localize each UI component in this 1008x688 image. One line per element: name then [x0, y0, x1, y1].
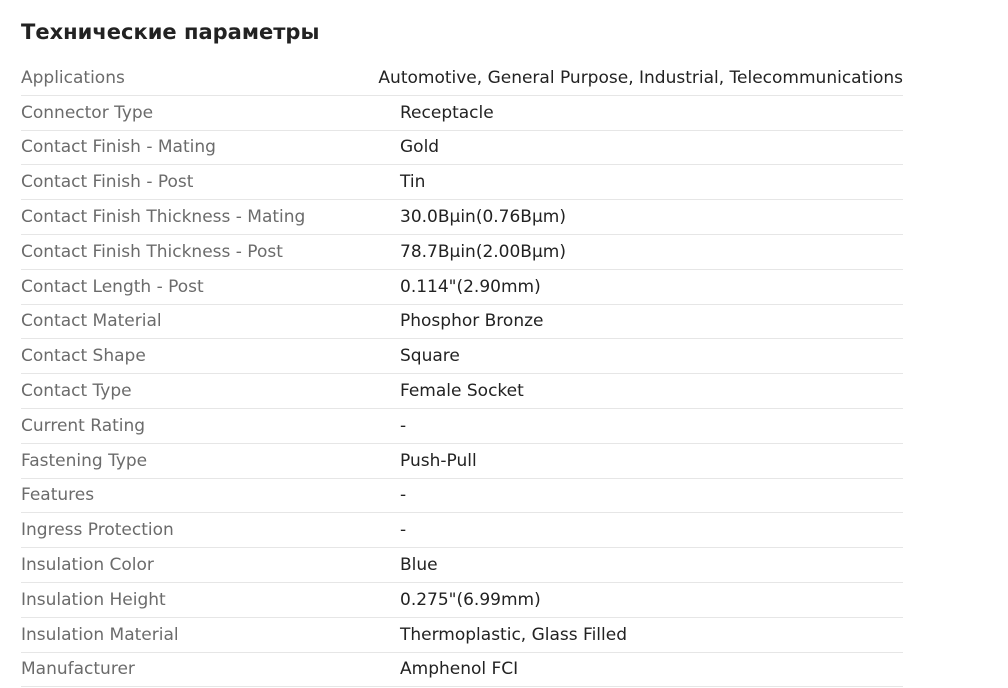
spec-label: Contact Finish Thickness - Post — [21, 241, 283, 262]
spec-row — [21, 270, 903, 305]
spec-value: Automotive, General Purpose, Industrial, Telecommunications — [378, 67, 903, 88]
spec-row — [21, 653, 903, 688]
spec-row — [21, 96, 903, 131]
spec-row — [21, 444, 903, 479]
spec-value: Square — [400, 346, 460, 367]
spec-value: Receptacle — [400, 102, 494, 123]
spec-value: Tin — [400, 172, 426, 193]
spec-label: Insulation Color — [21, 555, 154, 576]
spec-label: Applications — [21, 67, 125, 88]
spec-label: Fastening Type — [21, 450, 148, 471]
spec-label: Insulation Height — [21, 589, 166, 610]
spec-row — [21, 548, 903, 583]
spec-label: Contact Type — [21, 381, 132, 402]
spec-row — [21, 200, 903, 235]
spec-value: Push-Pull — [400, 450, 477, 471]
spec-row — [21, 235, 903, 270]
spec-row — [21, 618, 903, 653]
spec-row — [21, 339, 903, 374]
spec-table — [21, 61, 903, 687]
spec-value: Amphenol FCI — [400, 659, 519, 680]
spec-row — [21, 131, 903, 166]
spec-value: Gold — [400, 137, 440, 158]
spec-row — [21, 61, 903, 96]
spec-row — [21, 513, 903, 548]
spec-label: Ingress Protection — [21, 520, 174, 541]
spec-value: Phosphor Bronze — [400, 311, 544, 332]
spec-row — [21, 165, 903, 200]
spec-value: Female Socket — [400, 381, 524, 402]
spec-label: Connector Type — [21, 102, 154, 123]
spec-label: Contact Shape — [21, 346, 146, 367]
spec-label: Current Rating — [21, 415, 146, 436]
spec-label: Insulation Material — [21, 624, 179, 645]
section-title: Технические параметры — [21, 20, 320, 44]
spec-value: 0.275"(6.99mm) — [400, 589, 541, 610]
spec-label: Contact Material — [21, 311, 162, 332]
spec-label: Contact Finish Thickness - Mating — [21, 207, 306, 228]
spec-row — [21, 583, 903, 618]
spec-label: Contact Finish - Mating — [21, 137, 216, 158]
spec-label: Manufacturer — [21, 659, 135, 680]
spec-row — [21, 305, 903, 340]
spec-row — [21, 409, 903, 444]
spec-value: Blue — [400, 555, 438, 576]
spec-value: - — [400, 520, 407, 541]
spec-value: 0.114"(2.90mm) — [400, 276, 541, 297]
spec-label: Contact Length - Post — [21, 276, 204, 297]
spec-value: 78.7Вμin(2.00Вμm) — [400, 241, 566, 262]
spec-row — [21, 479, 903, 514]
spec-row — [21, 374, 903, 409]
spec-label: Contact Finish - Post — [21, 172, 194, 193]
spec-value: Thermoplastic, Glass Filled — [400, 624, 627, 645]
spec-value: - — [400, 485, 407, 506]
spec-value: - — [400, 415, 407, 436]
spec-label: Features — [21, 485, 95, 506]
spec-value: 30.0Вμin(0.76Вμm) — [400, 207, 566, 228]
